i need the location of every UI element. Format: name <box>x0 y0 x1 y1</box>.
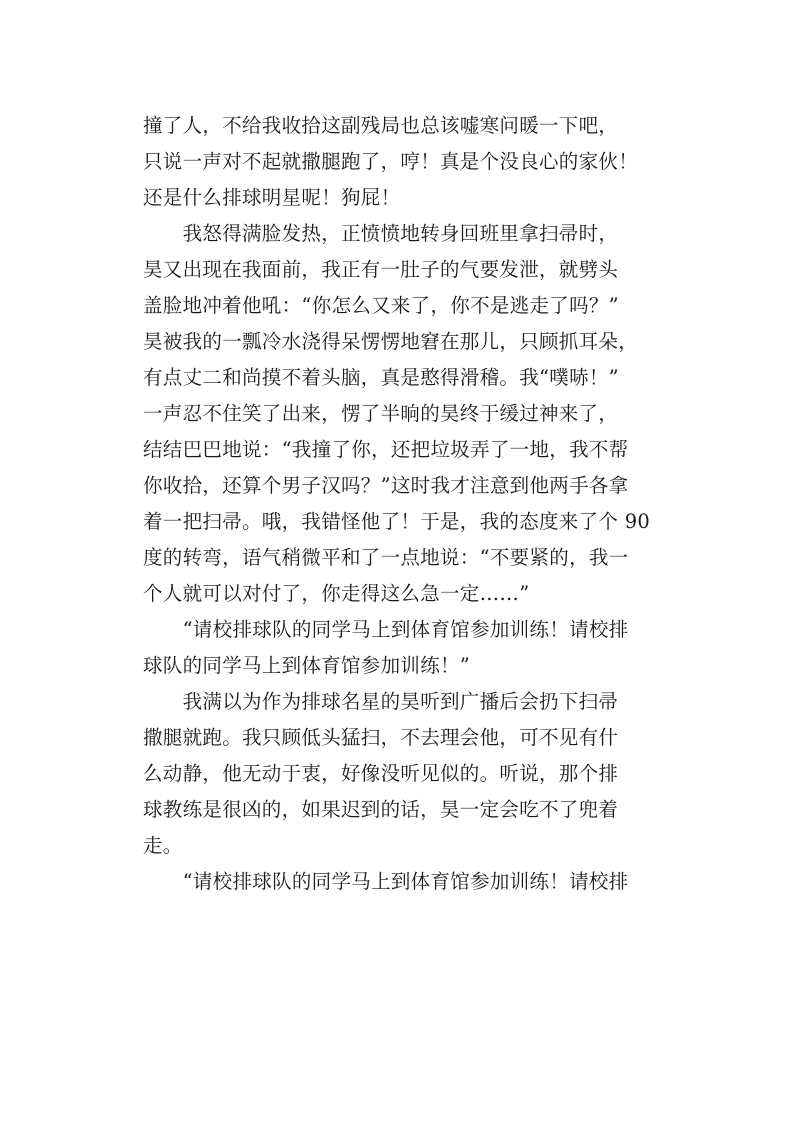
text-line: “请校排球队的同学马上到体育馆参加训练！请校排 <box>143 618 629 641</box>
text-line: 着一把扫帚。哦，我错怪他了！于是，我的态度来了个 90 <box>143 510 651 533</box>
text-line: 撒腿就跑。我只顾低头猛扫，不去理会他，可不见有什 <box>143 726 619 749</box>
text-line: 球教练是很凶的，如果迟到的话，昊一定会吃不了兜着 <box>143 798 619 821</box>
text-line: 度的转弯，语气稍微平和了一点地说：“不要紧的，我一 <box>143 546 629 569</box>
text-line: 一声忍不住笑了出来，愣了半晌的昊终于缓过神来了， <box>143 402 619 425</box>
text-line: 昊被我的一瓢冷水浇得呆愣愣地窘在那儿，只顾抓耳朵， <box>143 330 639 353</box>
text-line: 么动静，他无动于衷，好像没听见似的。听说，那个排 <box>143 762 619 785</box>
text-line: 有点丈二和尚摸不着头脑，真是憨得滑稽。我“噗哧！” <box>143 366 619 389</box>
text-line: 还是什么排球明星呢！狗屁！ <box>143 186 401 209</box>
text-line: “请校排球队的同学马上到体育馆参加训练！请校排 <box>143 870 629 893</box>
text-line: 走。 <box>143 834 183 857</box>
text-line: 结结巴巴地说：“我撞了你，还把垃圾弄了一地，我不帮 <box>143 438 629 461</box>
text-line: 你收拾，还算个男子汉吗？”这时我才注意到他两手各拿 <box>143 474 629 497</box>
text-line: 我怒得满脸发热，正愤愤地转身回班里拿扫帚时， <box>143 222 619 245</box>
body-text <box>143 108 663 900</box>
text-line: 个人就可以对付了，你走得这么急一定……” <box>143 582 530 605</box>
text-line: 我满以为作为排球名星的昊听到广播后会扔下扫帚 <box>143 690 619 713</box>
text-line: 只说一声对不起就撒腿跑了，哼！真是个没良心的家伙！ <box>143 150 639 173</box>
text-line: 盖脸地冲着他吼：“你怎么又来了，你不是逃走了吗？” <box>143 294 619 317</box>
text-line: 球队的同学马上到体育馆参加训练！” <box>143 654 471 677</box>
text-line: 撞了人，不给我收拾这副残局也总该嘘寒问暖一下吧， <box>143 114 619 137</box>
text-line: 昊又出现在我面前，我正有一肚子的气要发泄，就劈头 <box>143 258 619 281</box>
